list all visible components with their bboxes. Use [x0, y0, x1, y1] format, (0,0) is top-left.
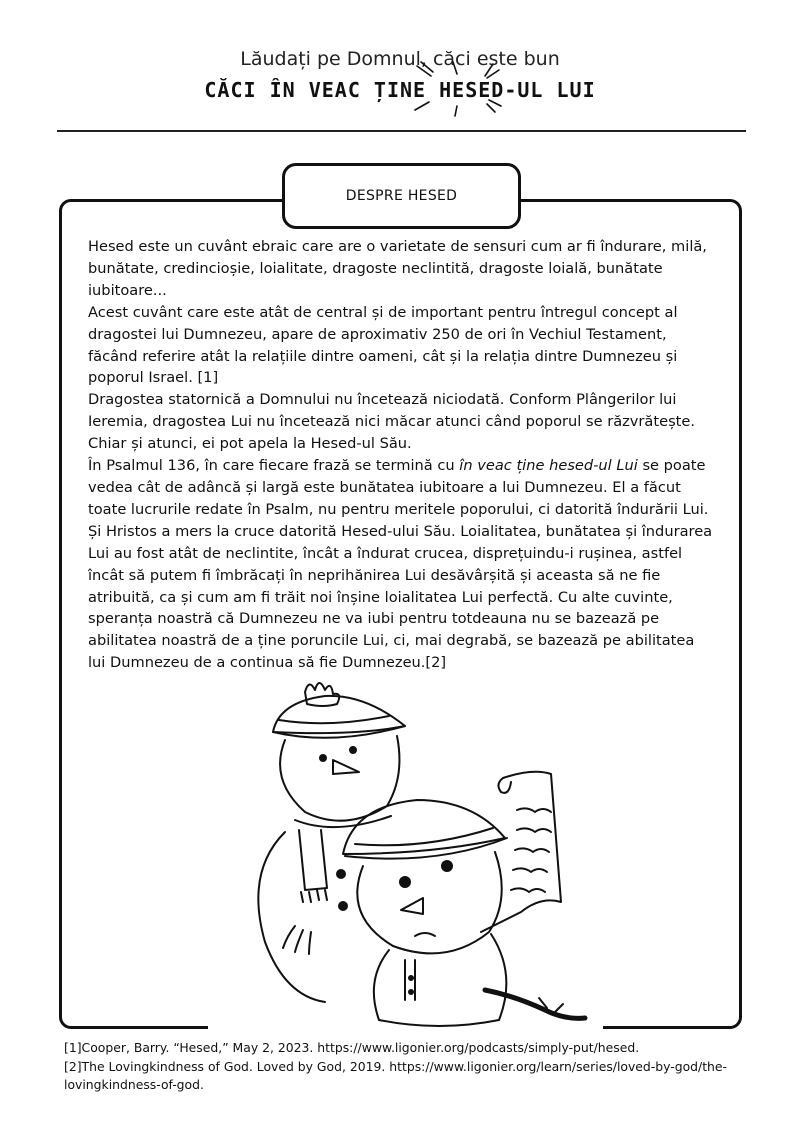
paragraph-2: Acest cuvânt care este atât de central și de important pentru întregul concept al dragostei lui Dumnezeu, apare de aproximativ 250 de ori în Vechiul Testament, făcând referire atât la relațiile dintre oameni, cât și la relația dintre Dumnezeu și poporul Israel. [1]	[88, 303, 678, 387]
header-divider	[57, 130, 746, 132]
sparkle-icon	[395, 60, 535, 120]
article-body	[88, 236, 714, 674]
section-tab-label: DESPRE HESED	[345, 188, 458, 204]
snowmen-illustration	[255, 660, 615, 1030]
paragraph-3: Dragostea statornică a Domnului nu încetează niciodată. Conform Plângerilor lui Ieremia, dragostea Lui nu încetează nici măcar atunci când poporul se răzvrătește. Chiar și atunci, ei pot apela la Hesed-ul Său.	[88, 391, 696, 453]
paragraph-1: Hesed este un cuvânt ebraic care are o varietate de sensuri cum ar fi îndurare, milă, bunătate, credincioșie, loialitate, dragoste neclintită, dragoste loială, bunătate iubitoare...	[88, 238, 707, 299]
paragraph-4-start: În Psalmul 136, în care fiecare frază se termină cu	[88, 457, 460, 475]
paragraph-4	[88, 455, 714, 521]
paragraph-5: Și Hristos a mers la cruce datorită Hesed-ului Său. Loialitatea, bunătatea și îndurarea Lui au fost atât de neclintite, încât a îndurat crucea, disprețuindu-i rușinea, astfel încât să putem fi îmbrăcați în neprihănirea Lui desăvârșită și aceasta să ne fie atribuită, ca și cum am fi trăit noi înșine loialitatea Lui perfectă. Cu alte cuvinte, speranța noastră că Dumnezeu ne va iubi pentru totdeauna nu se bazează pe abilitatea noastră de a ține poruncile Lui, ci, mai degrabă, se bazează pe abilitatea lui Dumnezeu de a continua să fie Dumnezeu.[2]	[88, 522, 713, 672]
paragraph-4-end: se poate vedea cât de adâncă și largă este bunătatea iubitoare a lui Dumnezeu. El a făcut toate lucrurile redate în Psalm, nu pentru meritele poporului, ci datorită îndurării Lui.	[88, 457, 709, 518]
footnote-2: [2]The Lovingkindness of God. Loved by God, 2019. https://www.ligonier.org/learn/series/loved-by-god/the-lovingkindness-of-god.	[64, 1058, 728, 1093]
page-title: CĂCI ÎN VEAC ȚINE HESED-UL LUI	[204, 78, 596, 102]
footnotes	[64, 1039, 744, 1095]
footnote-1: [1]Cooper, Barry. “Hesed,” May 2, 2023. https://www.ligonier.org/podcasts/simply-put/hesed.	[64, 1040, 640, 1055]
paragraph-4-quote: în veac ține hesed-ul Lui	[459, 457, 638, 475]
section-tab	[282, 163, 521, 229]
page-subtitle: Lăudați pe Domnul, căci este bun	[240, 48, 560, 70]
